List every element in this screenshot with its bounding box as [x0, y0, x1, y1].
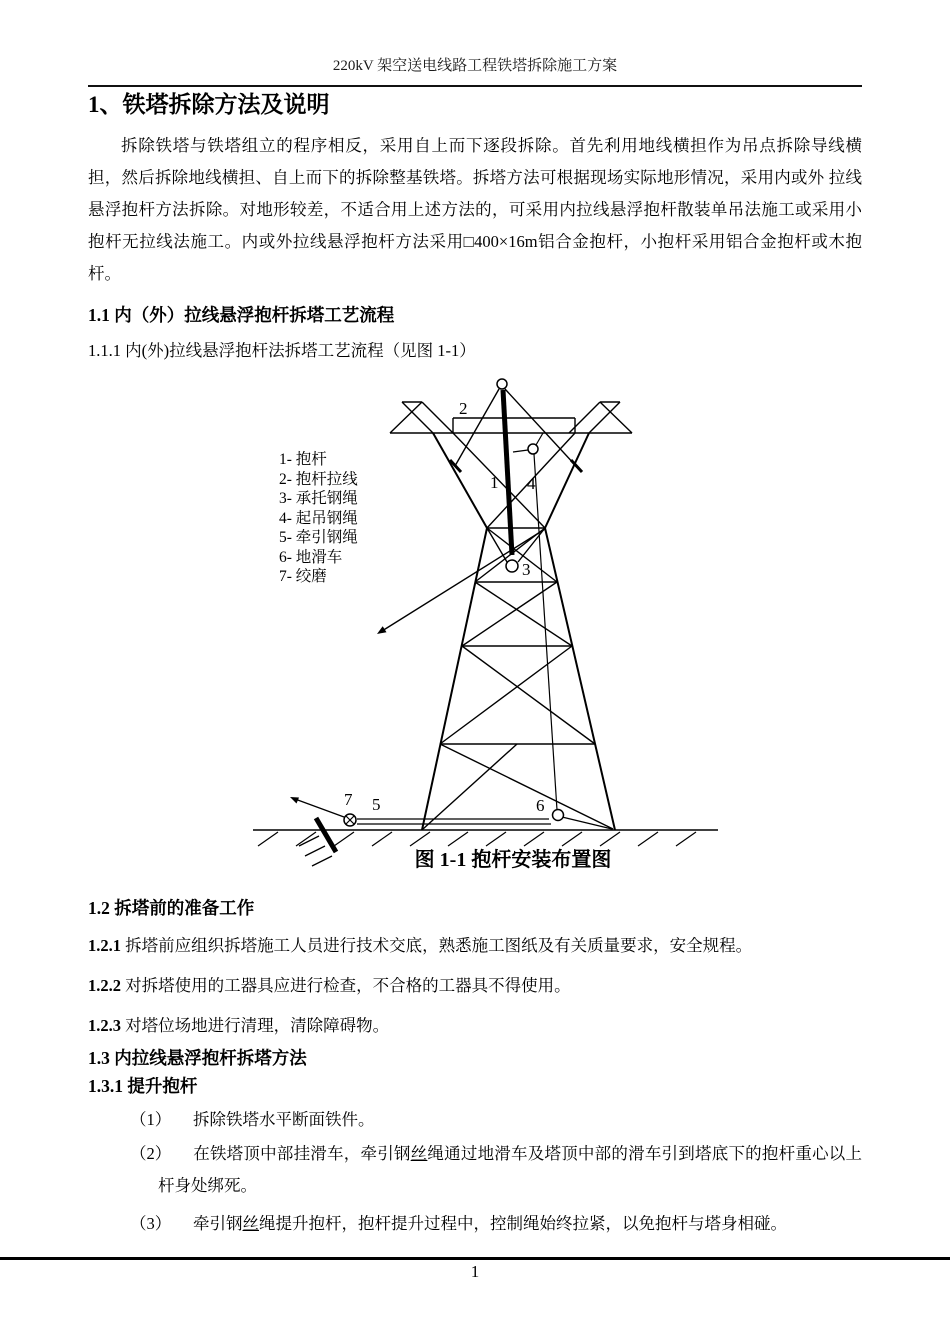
clause-text: 拆塔前应组织拆塔施工人员进行技术交底，熟悉施工图纸及有关质量要求，安全规程。 — [125, 936, 753, 955]
paragraph-1-2-1 — [88, 934, 862, 958]
legend-item: 5- 牵引钢绳 — [279, 529, 358, 546]
legend-item: 3- 承托钢绳 — [279, 490, 358, 507]
heading-1-1: 1.1 内（外）拉线悬浮抱杆拆塔工艺流程 — [88, 305, 395, 325]
item-number: （3） — [130, 1214, 172, 1233]
header-rule — [88, 85, 862, 87]
clause-number: 1.2.2 — [88, 976, 121, 995]
figure-legend — [279, 450, 358, 587]
item-text: 牵引钢 — [193, 1214, 243, 1233]
legend-item: 4- 起吊钢绳 — [279, 509, 358, 527]
item-text-underlined: 丝 — [242, 1214, 259, 1233]
numbered-list — [88, 1104, 862, 1240]
clause-text: 对拆塔使用的工器具应进行检查，不合格的工器具不得使用。 — [125, 976, 571, 995]
legend-item: 6- 地滑车 — [279, 548, 343, 566]
legend-item: 7- 绞磨 — [279, 568, 327, 585]
item-text-underlined: 丝 — [410, 1144, 428, 1163]
hoist-pulley — [528, 444, 538, 454]
item-text: 绳提升抱杆，抱杆提升过程中，控制绳始终拉紧，以免抱杆与塔身相碰。 — [259, 1214, 787, 1233]
paragraph-1-2-2 — [88, 974, 862, 998]
heading-1-2: 1.2 拆塔前的准备工作 — [88, 898, 255, 918]
ground-pulley — [553, 810, 564, 821]
page-header: 220kV 架空送电线路工程铁塔拆除施工方案 — [332, 58, 618, 74]
section-title: 1、铁塔拆除方法及说明 — [88, 92, 330, 117]
legend-item: 2- 抱杆拉线 — [279, 470, 358, 488]
clause-number: 1.2.3 — [88, 1016, 121, 1035]
legend-item: 1- 抱杆 — [279, 451, 327, 468]
paragraph-1-2-3 — [88, 1014, 862, 1038]
item-text: 拆除铁塔水平断面铁件。 — [193, 1110, 375, 1129]
item-number: （2） — [130, 1144, 172, 1163]
heading-1-3-1: 1.3.1 提升抱杆 — [88, 1076, 198, 1096]
top-pulley — [497, 379, 507, 389]
pulley-sling — [536, 433, 543, 445]
arrowhead — [377, 626, 387, 634]
figure-label-1: 1 — [490, 473, 499, 492]
gin-pole — [503, 390, 512, 555]
page-number: 1 — [470, 1262, 480, 1281]
figure-label-2: 2 — [459, 399, 468, 418]
page-footer — [0, 1257, 950, 1283]
list-item-1 — [88, 1104, 862, 1136]
figure-label-7: 7 — [344, 790, 353, 809]
clause-text: 对塔位场地进行清理，清除障碍物。 — [125, 1016, 390, 1035]
intro-paragraph: 拆除铁塔与铁塔组立的程序相反，采用自上而下逐段拆除。首先利用地线横担作为吊点拆除导线横担，然后拆除地线横担、自上而下的拆除整基铁塔。拆塔方法可根据现场实际地形情况，采用内或外 拉线悬浮抱杆方法拆除。对地形较差，不适合用上述方法的，可采用内拉线悬浮抱杆散装单吊法施工或采用小抱杆无拉线法施工。内或外拉线悬浮抱杆方法采用□400×16m铝合金抱杆，小抱杆采用铝合金抱杆或木抱杆。 — [88, 136, 862, 283]
figure-label-6: 6 — [536, 796, 545, 815]
figure-label-4: 4 — [527, 474, 536, 493]
clause-number: 1.2.1 — [88, 936, 121, 955]
arrowhead — [290, 797, 299, 804]
pole-bottom-pulley — [506, 560, 518, 572]
paragraph-1-1-1: 1.1.1 内(外)拉线悬浮抱杆法拆塔工艺流程（见图 1-1） — [88, 341, 476, 360]
heading-1-3: 1.3 内拉线悬浮抱杆拆塔方法 — [88, 1048, 307, 1068]
item-number: （1） — [130, 1110, 172, 1129]
item-text: 绳通过地滑车及塔顶中部的滑车引到塔底下的抱杆重心以上杆身处绑死。 — [158, 1144, 863, 1195]
figure-label-3: 3 — [522, 560, 531, 579]
list-item-2 — [88, 1138, 862, 1202]
figure-1-1 — [0, 373, 950, 880]
figure-label-5: 5 — [372, 795, 381, 814]
figure-caption: 图 1-1 抱杆安装布置图 — [414, 849, 612, 871]
list-item-3 — [88, 1208, 862, 1240]
item-text: 在铁塔顶中部挂滑车，牵引钢 — [193, 1144, 411, 1163]
